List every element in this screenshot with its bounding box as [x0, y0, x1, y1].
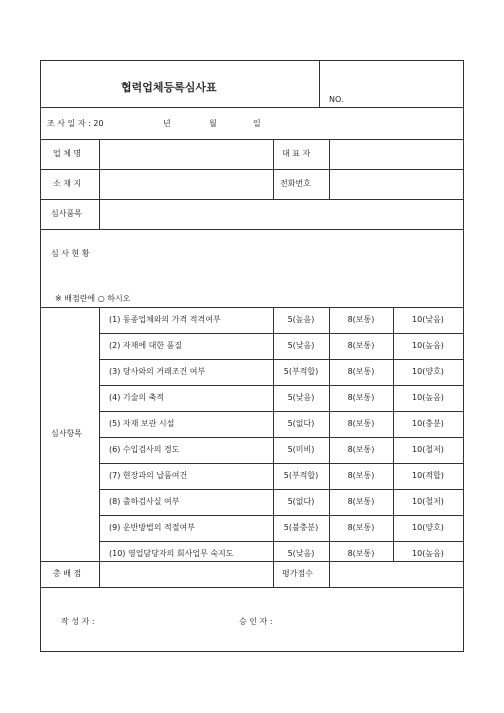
divider	[99, 437, 463, 438]
score-8: 8(보통)	[347, 419, 375, 428]
divider	[273, 139, 274, 199]
survey-date-label: 조 사 일 자 : 20	[47, 119, 104, 128]
divider	[41, 587, 463, 588]
total-score-label: 총 배 점	[53, 569, 82, 578]
score-5: 5(낮음)	[287, 393, 315, 402]
divider	[41, 561, 463, 562]
score-10: 10(높음)	[412, 549, 444, 558]
score-10: 10(높음)	[412, 393, 444, 402]
items-label: 심사항목	[51, 429, 82, 438]
survey-date-day: 일	[253, 119, 261, 128]
survey-date-month: 월	[209, 119, 217, 128]
item-description: (1) 동종업체와의 가격 적격여부	[109, 315, 221, 324]
form-title: 협력업체등록심사표	[121, 81, 217, 94]
divider	[99, 541, 463, 542]
score-5: 5(낮음)	[287, 549, 315, 558]
divider	[99, 307, 100, 561]
item-description: (3) 당사와의 거래조건 여부	[109, 367, 206, 376]
divider	[319, 61, 320, 107]
score-8: 8(보통)	[347, 367, 375, 376]
score-8: 8(보통)	[347, 341, 375, 350]
divider	[99, 561, 100, 587]
item-description: (9) 운반방법의 적절여부	[109, 523, 195, 532]
divider	[99, 359, 463, 360]
score-8: 8(보통)	[347, 549, 375, 558]
item-description: (5) 자재 보관 시설	[109, 419, 175, 428]
divider	[41, 229, 463, 230]
score-5: 5(부적합)	[283, 367, 319, 376]
score-10: 10(양호)	[412, 367, 444, 376]
score-5: 5(미비)	[287, 445, 315, 454]
inspection-form	[40, 60, 464, 652]
divider	[99, 411, 463, 412]
company-name-label: 업 체 명	[53, 149, 82, 158]
item-description: (7) 현장과의 납품여건	[109, 471, 188, 480]
approver-label: 승 인 자 :	[239, 617, 273, 626]
divider	[99, 333, 463, 334]
score-5: 5(없다)	[287, 497, 315, 506]
score-10: 10(높음)	[412, 341, 444, 350]
score-10: 10(철저)	[412, 497, 444, 506]
score-10: 10(양호)	[412, 523, 444, 532]
survey-date-year: 년	[163, 119, 171, 128]
writer-label: 작 성 자 :	[61, 617, 95, 626]
status-label: 심 사 현 황	[51, 249, 90, 258]
divider	[41, 107, 463, 108]
location-label: 소 재 지	[53, 179, 82, 188]
divider	[99, 489, 463, 490]
divider	[41, 169, 463, 170]
item-description: (2) 자재에 대한 품질	[109, 341, 183, 350]
item-description: (10) 영업담당자의 회사업무 숙지도	[109, 549, 234, 558]
divider	[41, 139, 463, 140]
item-description: (8) 출하검사실 여부	[109, 497, 180, 506]
divider	[99, 139, 100, 229]
score-8: 8(보통)	[347, 315, 375, 324]
divider	[99, 385, 463, 386]
item-label: 심사품목	[51, 209, 82, 218]
divider	[41, 307, 463, 308]
score-5: 5(낮음)	[287, 341, 315, 350]
representative-label: 대 표 자	[282, 149, 311, 158]
divider	[329, 561, 330, 587]
score-8: 8(보통)	[347, 393, 375, 402]
divider	[99, 515, 463, 516]
score-8: 8(보통)	[347, 445, 375, 454]
score-10: 10(충분)	[412, 419, 444, 428]
score-8: 8(보통)	[347, 523, 375, 532]
score-5: 5(높음)	[287, 315, 315, 324]
divider	[329, 139, 330, 199]
item-description: (4) 기술의 축적	[109, 393, 165, 402]
score-10: 10(낮음)	[412, 315, 444, 324]
divider	[99, 463, 463, 464]
item-description: (6) 수입검사의 경도	[109, 445, 180, 454]
divider	[41, 199, 463, 200]
score-5: 5(없다)	[287, 419, 315, 428]
score-10: 10(철저)	[412, 445, 444, 454]
status-note: ※ 배점란에 ○ 하시오	[55, 294, 131, 303]
score-5: 5(부적합)	[283, 471, 319, 480]
phone-label: 전화번호	[280, 179, 311, 188]
score-5: 5(불충분)	[283, 523, 319, 532]
score-8: 8(보통)	[347, 497, 375, 506]
score-10: 10(적합)	[412, 471, 444, 480]
score-8: 8(보통)	[347, 471, 375, 480]
no-label: NO.	[329, 95, 344, 104]
divider	[273, 561, 274, 587]
evaluation-score-label: 평가점수	[282, 569, 313, 578]
